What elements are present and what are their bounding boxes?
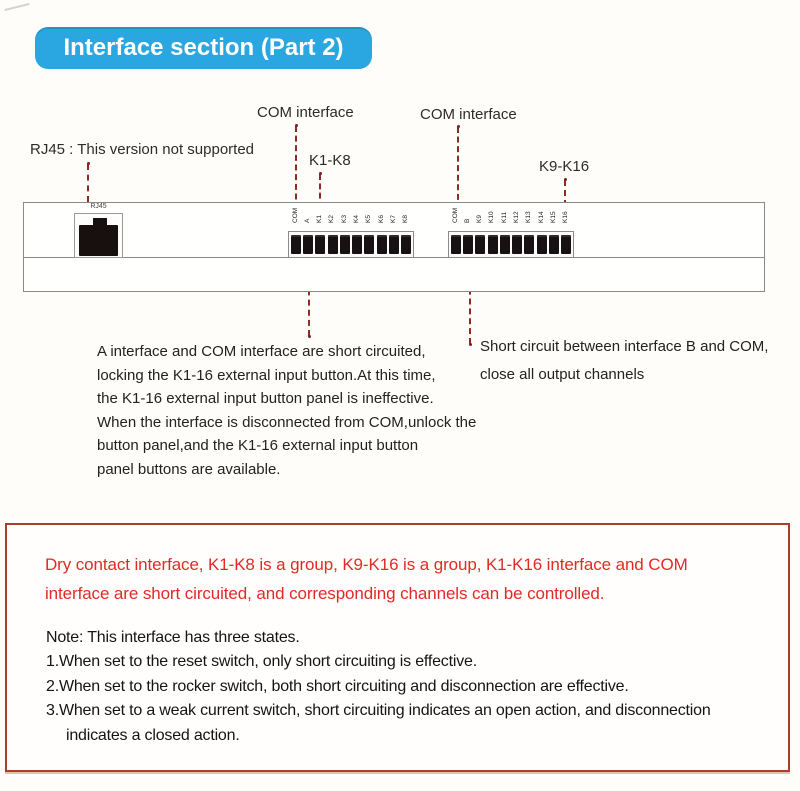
- pin-label: K15: [550, 211, 558, 223]
- terminal-socket: [340, 235, 350, 254]
- terminal-strip: [288, 231, 414, 258]
- terminal-socket: [389, 235, 399, 254]
- terminal-socket: [352, 235, 362, 254]
- pin-label: K8: [402, 215, 410, 223]
- pin-label: COM: [451, 207, 459, 223]
- terminal-socket: [475, 235, 485, 254]
- pin-label: K16: [562, 211, 570, 223]
- terminal-socket: [291, 235, 301, 254]
- callout-com-interface-left: COM interface: [257, 104, 354, 121]
- pin-label: K12: [513, 211, 521, 223]
- callout-rj45-not-supported: RJ45 : This version not supported: [30, 141, 255, 158]
- note-line: the K1-16 external input button panel is ineffective.: [97, 390, 434, 408]
- pin-label: K4: [353, 215, 361, 223]
- callout-k9-k16: K9-K16: [539, 158, 590, 175]
- pin-label: K13: [525, 211, 533, 223]
- b-interface-note: [480, 333, 768, 389]
- terminal-socket: [524, 235, 534, 254]
- pin-label: K6: [377, 215, 385, 223]
- states-note-text: [46, 626, 711, 748]
- pin-label: K3: [340, 215, 348, 223]
- terminal-socket: [364, 235, 374, 254]
- terminal-socket: [451, 235, 461, 254]
- note-line: A interface and COM interface are short circuited,: [97, 343, 426, 360]
- section-title: Interface section (Part 2): [63, 34, 344, 61]
- pin-label: K10: [488, 211, 496, 223]
- pin-label: K14: [537, 211, 545, 223]
- warning-highlight-text: [45, 551, 688, 608]
- terminal-socket: [500, 235, 510, 254]
- note-line: button panel,and the K1-16 external input button: [97, 437, 419, 455]
- pin-label: COM: [291, 207, 299, 223]
- pin-label: B: [463, 218, 471, 223]
- note-line: Short circuit between interface B and COM,: [480, 338, 769, 355]
- section-title-banner: [35, 27, 372, 69]
- terminal-socket: [328, 235, 338, 254]
- terminal-socket: [303, 235, 313, 254]
- terminal-block-k1-k8: [288, 202, 414, 258]
- note-line: 3.When set to a weak current switch, short circuiting indicates an open action, and disconnection: [46, 702, 711, 720]
- terminal-socket: [315, 235, 325, 254]
- terminal-socket: [377, 235, 387, 254]
- pin-label: A: [303, 218, 311, 223]
- pin-label: K5: [365, 215, 373, 223]
- terminal-socket: [549, 235, 559, 254]
- rj45-jack-tab-icon: [93, 218, 107, 226]
- rj45-port-label: RJ45: [90, 203, 107, 210]
- note-line: locking the K1-16 external input button.At this time,: [97, 366, 436, 384]
- terminal-socket: [463, 235, 473, 254]
- note-line: Note: This interface has three states.: [46, 629, 300, 646]
- warning-line: Dry contact interface, K1-K8 is a group, K9-K16 is a group, K1-K16 interface and COM: [45, 555, 688, 574]
- callout-k1-k8: K1-K8: [309, 152, 351, 169]
- terminal-socket: [537, 235, 547, 254]
- note-line: 1.When set to the reset switch, only short circuiting is effective.: [46, 653, 477, 671]
- rj45-jack-icon: [79, 225, 118, 256]
- scan-artifact-line: [4, 3, 30, 11]
- terminal-socket: [561, 235, 571, 254]
- terminal-block-k9-k16: [448, 202, 574, 258]
- terminal-strip: [448, 231, 574, 258]
- note-line: 2.When set to the rocker switch, both short circuiting and disconnection are effective.: [46, 677, 629, 695]
- note-line: close all output channels: [480, 366, 645, 383]
- terminal-socket: [401, 235, 411, 254]
- note-line: indicates a closed action.: [66, 726, 240, 744]
- callout-com-interface-right: COM interface: [420, 106, 517, 123]
- terminal-socket: [488, 235, 498, 254]
- pin-label: K1: [316, 215, 324, 223]
- note-line: When the interface is disconnected from COM,unlock the: [97, 413, 477, 431]
- pin-label: K7: [390, 215, 398, 223]
- pin-label: K2: [328, 215, 336, 223]
- warning-line: interface are short circuited, and corresponding channels can be controlled.: [45, 583, 605, 603]
- terminal-socket: [512, 235, 522, 254]
- pin-label: K11: [500, 211, 508, 223]
- a-interface-note: [97, 340, 476, 482]
- note-line: panel buttons are available.: [97, 460, 281, 478]
- pin-label: K9: [476, 215, 484, 223]
